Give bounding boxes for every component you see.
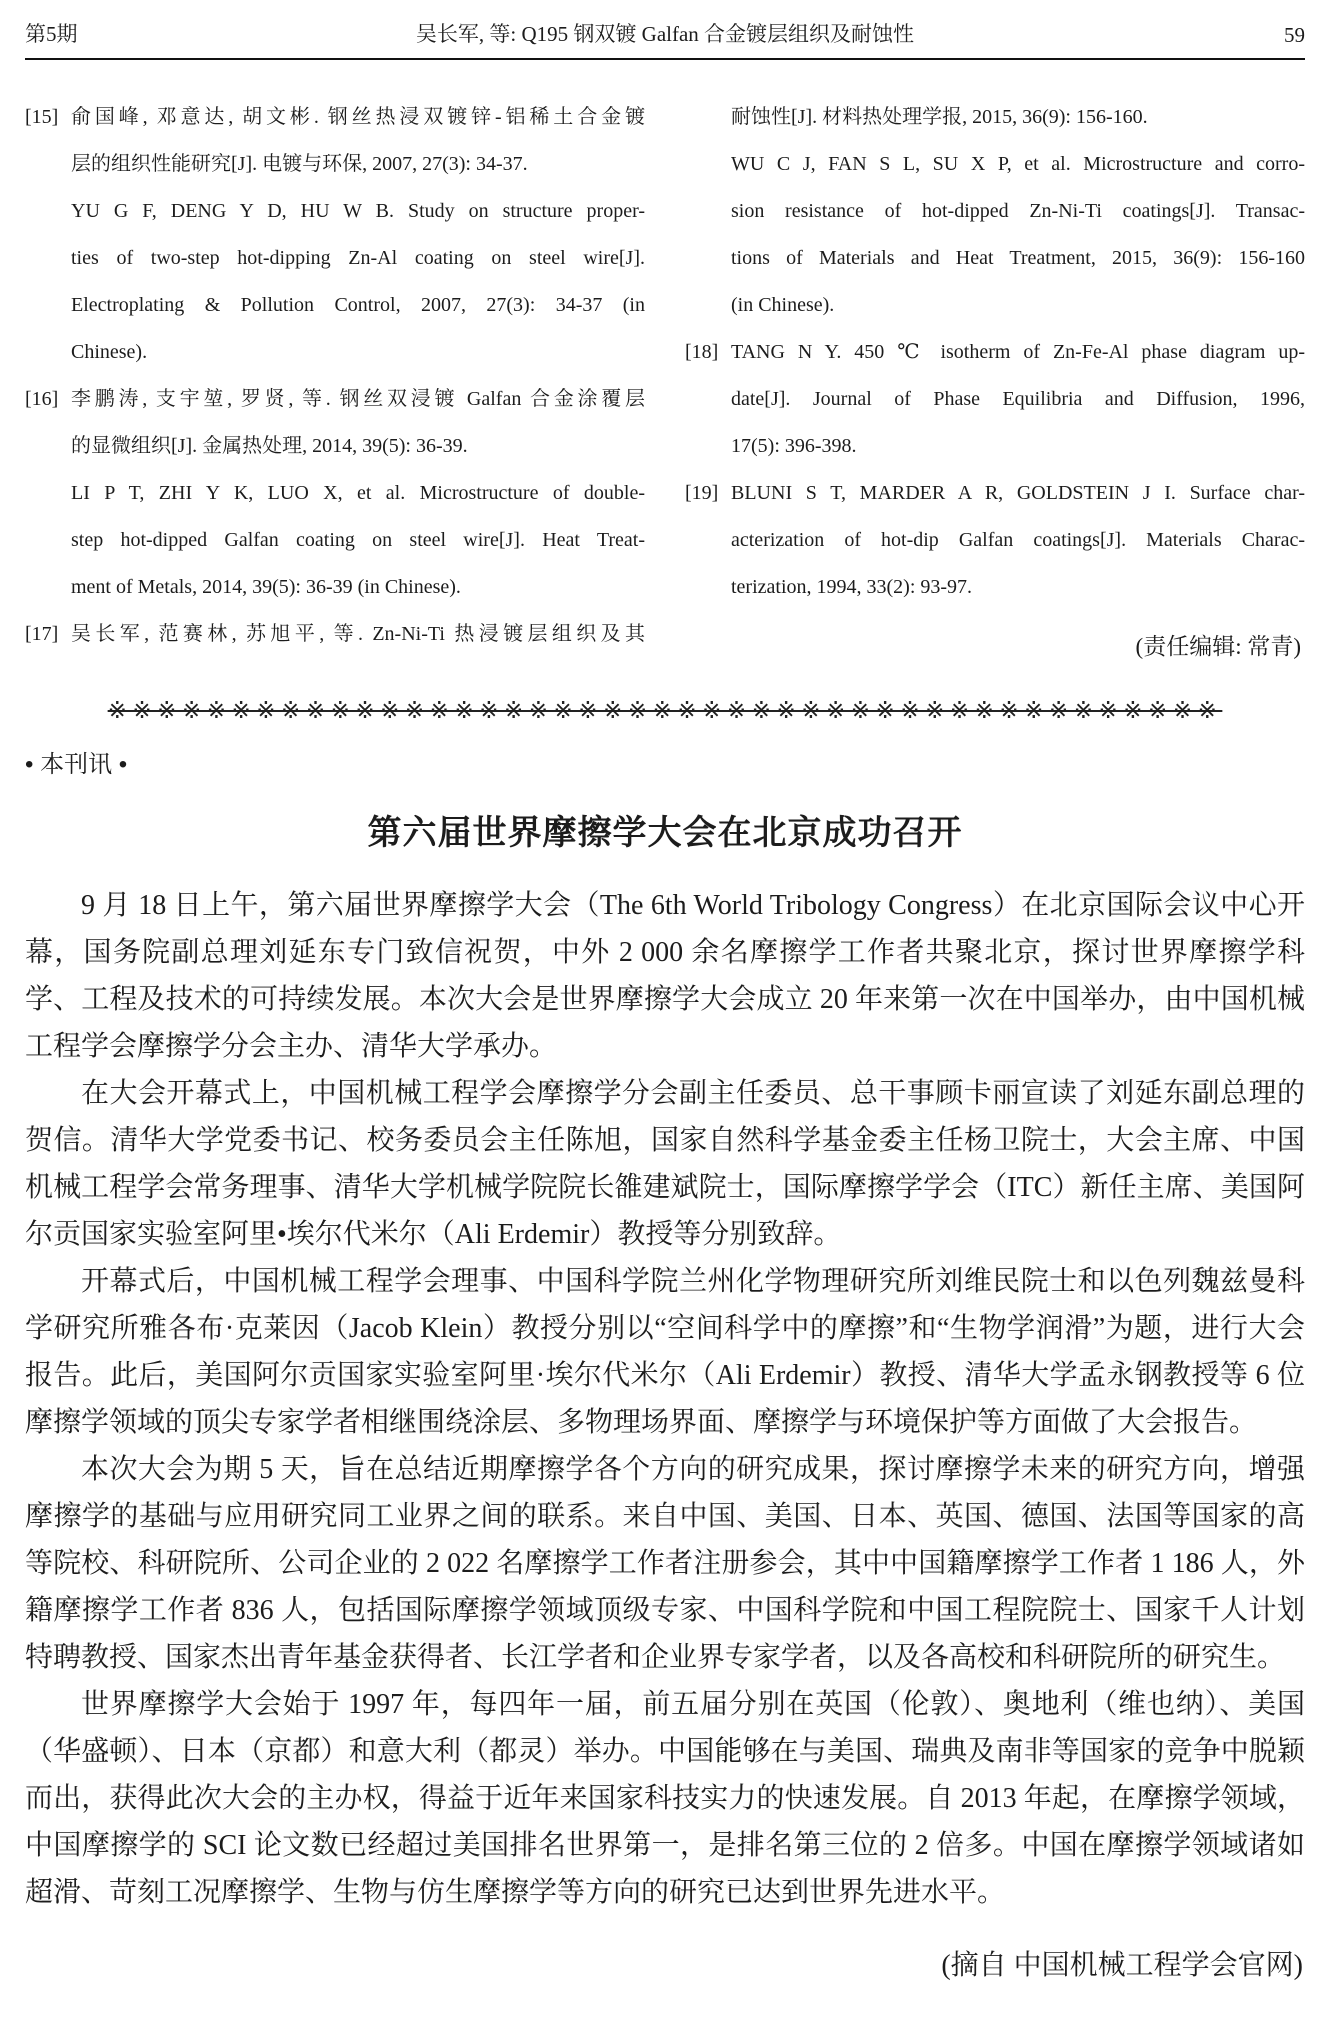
running-head <box>25 18 1305 60</box>
reference-line: YU G F, DENG Y D, HU W B. Study on structure proper- <box>71 200 645 222</box>
reference-item <box>685 329 1305 470</box>
reference-line: acterization of hot-dip Galfan coatings[J]. Materials Charac- <box>731 529 1305 551</box>
reference-number: [18] <box>685 341 719 363</box>
reference-line: 17(5): 396-398. <box>731 435 857 457</box>
news-paragraph: 开幕式后，中国机械工程学会理事、中国科学院兰州化学物理研究所刘维民院士和以色列魏兹曼科学研究所雅各布·克莱因（Jacob Klein）教授分别以“空间科学中的摩擦”和“生物学润滑”为题，进行大会报告。此后，美国阿尔贡国家实验室阿里·埃尔代米尔（Ali Erdemir）教授、清华大学孟永钢教授等 6 位摩擦学领域的顶尖专家学者相继围绕涂层、多物理场界面、摩擦学与环境保护等方面做了大会报告。 <box>25 1266 1305 1438</box>
reference-line: 俞国峰, 邓意达, 胡文彬. 钢丝热浸双镀锌-铝稀土合金镀 <box>71 106 645 128</box>
reference-item <box>25 94 645 376</box>
reference-line: 的显微组织[J]. 金属热处理, 2014, 39(5): 36-39. <box>71 435 468 457</box>
reference-item <box>685 470 1305 611</box>
reference-number: [17] <box>25 623 59 645</box>
reference-line: ties of two-step hot-dipping Zn-Al coating on steel wire[J]. <box>71 247 645 269</box>
reference-line: Electroplating & Pollution Control, 2007, 27(3): 34-37 (in <box>71 294 645 316</box>
reference-line: WU C J, FAN S L, SU X P, et al. Microstructure and corro- <box>731 153 1305 175</box>
reference-number: [16] <box>25 388 59 410</box>
reference-item <box>25 611 645 658</box>
news-source: (摘自 中国机械工程学会官网) <box>941 1950 1303 1981</box>
news-paragraph: 世界摩擦学大会始于 1997 年，每四年一届，前五届分别在英国（伦敦）、奥地利（维也纳）、美国（华盛顿）、日本（京都）和意大利（都灵）举办。中国能够在与美国、瑞典及南非等国家的竞争中脱颖而出，获得此次大会的主办权，得益于近年来国家科技实力的快速发展。自 2013 年起，在摩擦学领域，中国摩擦学的 SCI 论文数已经超过美国排名世界第一，是排名第三位的 2 倍多。中国在摩擦学领域诸如超滑、苛刻工况摩擦学、生物与仿生摩擦学等方向的研究已达到世界先进水平。 <box>25 1689 1305 1908</box>
reference-line: BLUNI S T, MARDER A R, GOLDSTEIN J I. Surface char- <box>731 482 1305 504</box>
section-marker: • 本刊讯 • <box>25 751 128 778</box>
reference-item <box>685 94 1305 329</box>
reference-list <box>25 94 1305 670</box>
reference-line: date[J]. Journal of Phase Equilibria and Diffusion, 1996, <box>731 388 1305 410</box>
news-title: 第六届世界摩擦学大会在北京成功召开 <box>367 814 963 852</box>
reference-column-right <box>685 94 1305 670</box>
reference-line: step hot-dipped Galfan coating on steel wire[J]. Heat Treat- <box>71 529 645 551</box>
reference-line: TANG N Y. 450 ℃ isotherm of Zn-Fe-Al phase diagram up- <box>731 341 1305 363</box>
reference-number: [15] <box>25 106 59 128</box>
reference-line: Chinese). <box>71 341 148 363</box>
reference-line: (in Chinese). <box>731 294 835 316</box>
reference-line: 耐蚀性[J]. 材料热处理学报, 2015, 36(9): 156-160. <box>731 106 1148 128</box>
issue-number: 第5期 <box>25 22 78 46</box>
news-paragraph: 本次大会为期 5 天，旨在总结近期摩擦学各个方向的研究成果，探讨摩擦学未来的研究方向，增强摩擦学的基础与应用研究同工业界之间的联系。来自中国、美国、日本、英国、德国、法国等国家的高等院校、科研院所、公司企业的 2 022 名摩擦学工作者注册参会，其中中国籍摩擦学工作者 1 186 人，外籍摩擦学工作者 836 人，包括国际摩擦学领域顶级专家、中国科学院和中国工程院院士、国家千人计划特聘教授、国家杰出青年基金获得者、长江学者和企业界专家学者，以及各高校和科研院所的研究生。 <box>25 1454 1305 1673</box>
reference-line: 层的组织性能研究[J]. 电镀与环保, 2007, 27(3): 34-37. <box>71 153 528 175</box>
reference-number: [19] <box>685 482 719 504</box>
page-number: 59 <box>1284 23 1305 47</box>
ornamental-divider: ※※※※※※※※※※※※※※※※※※※※※※※※※※※※※※※※※※※※※※※※※※※※※ <box>107 698 1223 723</box>
news-paragraph: 9 月 18 日上午，第六届世界摩擦学大会（The 6th World Tribology Congress）在北京国际会议中心开幕，国务院副总理刘延东专门致信祝贺，中外 2 000 余名摩擦学工作者共聚北京，探讨世界摩擦学科学、工程及技术的可持续发展。本次大会是世界摩擦学大会成立 20 年来第一次在中国举办，由中国机械工程学会摩擦学分会主办、清华大学承办。 <box>25 890 1305 1062</box>
reference-line: 李鹏涛, 支宇堃, 罗贤, 等. 钢丝双浸镀 Galfan 合金涂覆层 <box>71 388 645 410</box>
editor-note: (责任编辑: 常青) <box>1135 634 1301 659</box>
running-head-title: 吴长军, 等: Q195 钢双镀 Galfan 合金镀层组织及耐蚀性 <box>415 22 915 46</box>
reference-line: tions of Materials and Heat Treatment, 2015, 36(9): 156-160 <box>731 247 1305 269</box>
reference-line: sion resistance of hot-dipped Zn-Ni-Ti coatings[J]. Transac- <box>731 200 1305 222</box>
reference-line: LI P T, ZHI Y K, LUO X, et al. Microstructure of double- <box>71 482 645 504</box>
news-paragraph: 在大会开幕式上，中国机械工程学会摩擦学分会副主任委员、总干事顾卡丽宣读了刘延东副总理的贺信。清华大学党委书记、校务委员会主任陈旭，国家自然科学基金委主任杨卫院士，大会主席、中国机械工程学会常务理事、清华大学机械学院院长雒建斌院士，国际摩擦学学会（ITC）新任主席、美国阿尔贡国家实验室阿里•埃尔代米尔（Ali Erdemir）教授等分别致辞。 <box>25 1078 1305 1250</box>
reference-line: terization, 1994, 33(2): 93-97. <box>731 576 973 598</box>
reference-line: ment of Metals, 2014, 39(5): 36-39 (in Chinese). <box>71 576 461 598</box>
news-body <box>25 882 1305 1916</box>
reference-column-left <box>25 94 645 670</box>
reference-line: 吴长军, 范赛林, 苏旭平, 等. Zn-Ni-Ti 热浸镀层组织及其 <box>71 623 645 645</box>
reference-item <box>25 376 645 611</box>
